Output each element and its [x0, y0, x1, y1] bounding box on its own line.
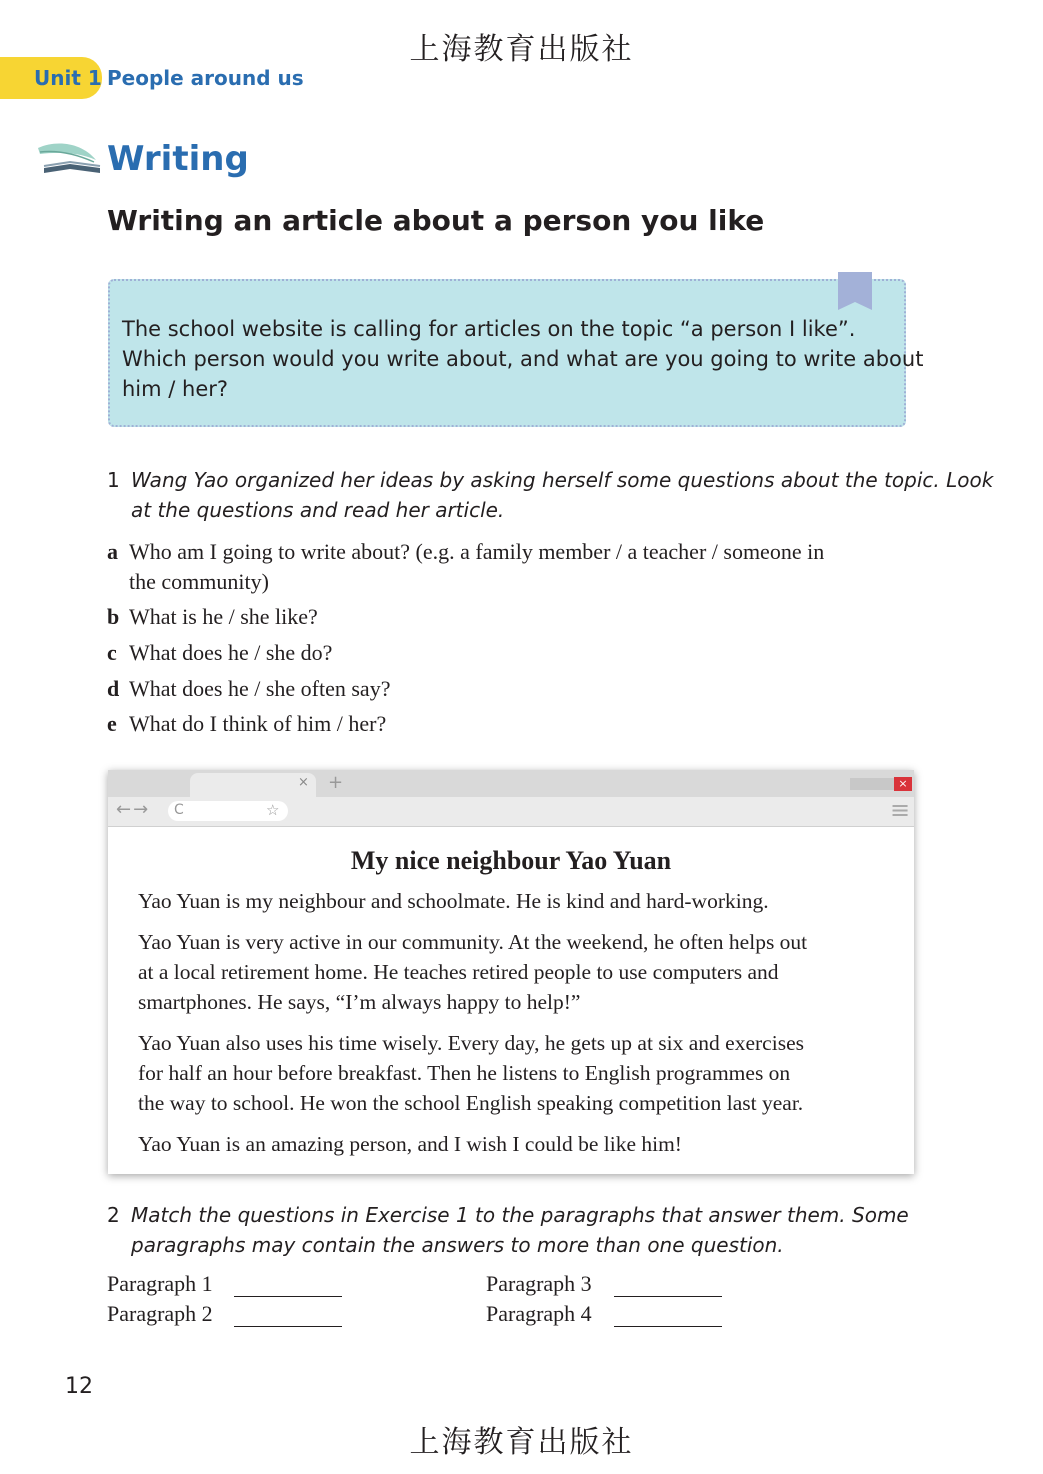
paragraph-4-blank[interactable] [614, 1326, 722, 1327]
menu-icon[interactable]: ≡ [890, 796, 911, 824]
paragraph-3-label: Paragraph 3 [486, 1271, 592, 1296]
question-letter: c [107, 640, 117, 665]
new-tab-icon[interactable]: + [328, 772, 344, 793]
back-forward-icon[interactable]: ←→ [116, 799, 151, 820]
article-paragraph-1 [138, 886, 898, 916]
browser-window [108, 770, 914, 1174]
paragraph-line: Yao Yuan is an amazing person, and I wish I could be like him! [138, 1132, 682, 1156]
task-line: Which person would you write about, and what are you going to write about [122, 347, 924, 371]
question-letter: b [107, 604, 120, 629]
task-line: him / her? [122, 377, 229, 401]
question-text: What do I think of him / her? [129, 711, 387, 736]
window-controls [850, 778, 894, 790]
question-b [107, 604, 318, 630]
paragraph-line: the way to school. He won the school English speaking competition last year. [138, 1091, 804, 1115]
question-d [107, 676, 390, 702]
page-number: 12 [65, 1374, 93, 1399]
paragraph-1-blank[interactable] [234, 1296, 342, 1297]
unit-tab [0, 57, 102, 99]
question-text: What is he / she like? [129, 604, 318, 629]
question-text: Who am I going to write about? (e.g. a family member / a teacher / someone in [129, 539, 825, 564]
window-close-button[interactable]: × [894, 777, 912, 791]
quill-book-icon [36, 138, 104, 178]
paragraph-line: for half an hour before breakfast. Then he listens to English programmes on [138, 1061, 791, 1085]
publisher-footer: 上海教育出版社 [409, 1425, 634, 1460]
question-c [107, 640, 332, 666]
article-paragraph-4 [138, 1129, 898, 1159]
exercise-2-number: 2 [107, 1203, 120, 1227]
tab-close-icon[interactable]: × [298, 775, 309, 790]
exercise-1-instruction: at the questions and read her article. [131, 498, 505, 522]
question-text: What does he / she do? [129, 640, 333, 665]
paragraph-line: Yao Yuan is very active in our community. At the weekend, he often helps out [138, 930, 808, 954]
question-letter: a [107, 539, 118, 564]
publisher-header: 上海教育出版社 [409, 32, 634, 67]
section-subtitle: Writing an article about a person you like [107, 204, 765, 237]
paragraph-2-label: Paragraph 2 [107, 1301, 213, 1326]
unit-label: Unit 1 [34, 66, 102, 90]
exercise-1-number: 1 [107, 468, 120, 492]
paragraph-line: smartphones. He says, “I’m always happy to help!” [138, 990, 581, 1014]
bookmark-icon [838, 272, 872, 310]
reload-icon[interactable]: C [174, 802, 184, 818]
article-paragraph-3 [138, 1028, 898, 1118]
question-text: What does he / she often say? [129, 676, 391, 701]
paragraph-line: Yao Yuan also uses his time wisely. Every day, he gets up at six and exercises [138, 1031, 804, 1055]
question-letter: d [107, 676, 120, 701]
question-a-cont: the community) [129, 569, 269, 594]
article-paragraph-2 [138, 927, 898, 1017]
exercise-2-instruction: Match the questions in Exercise 1 to the paragraphs that answer them. Some [131, 1203, 909, 1227]
task-line: The school website is calling for articles on the topic “a person I like”. [122, 317, 856, 341]
unit-title: People around us [107, 66, 304, 90]
paragraph-2-blank[interactable] [234, 1326, 342, 1327]
paragraph-line: at a local retirement home. He teaches retired people to use computers and [138, 960, 779, 984]
section-title: Writing [107, 139, 249, 179]
paragraph-4-label: Paragraph 4 [486, 1301, 592, 1326]
paragraph-1-label: Paragraph 1 [107, 1271, 213, 1296]
star-icon[interactable]: ☆ [266, 801, 280, 819]
question-a [107, 539, 824, 565]
article-title: My nice neighbour Yao Yuan [350, 846, 672, 875]
exercise-1-instruction: Wang Yao organized her ideas by asking herself some questions about the topic. Look [131, 468, 994, 492]
question-letter: e [107, 711, 117, 736]
question-e [107, 711, 386, 737]
paragraph-3-blank[interactable] [614, 1296, 722, 1297]
paragraph-line: Yao Yuan is my neighbour and schoolmate. He is kind and hard-working. [138, 889, 769, 913]
exercise-2-instruction: paragraphs may contain the answers to more than one question. [131, 1233, 784, 1257]
